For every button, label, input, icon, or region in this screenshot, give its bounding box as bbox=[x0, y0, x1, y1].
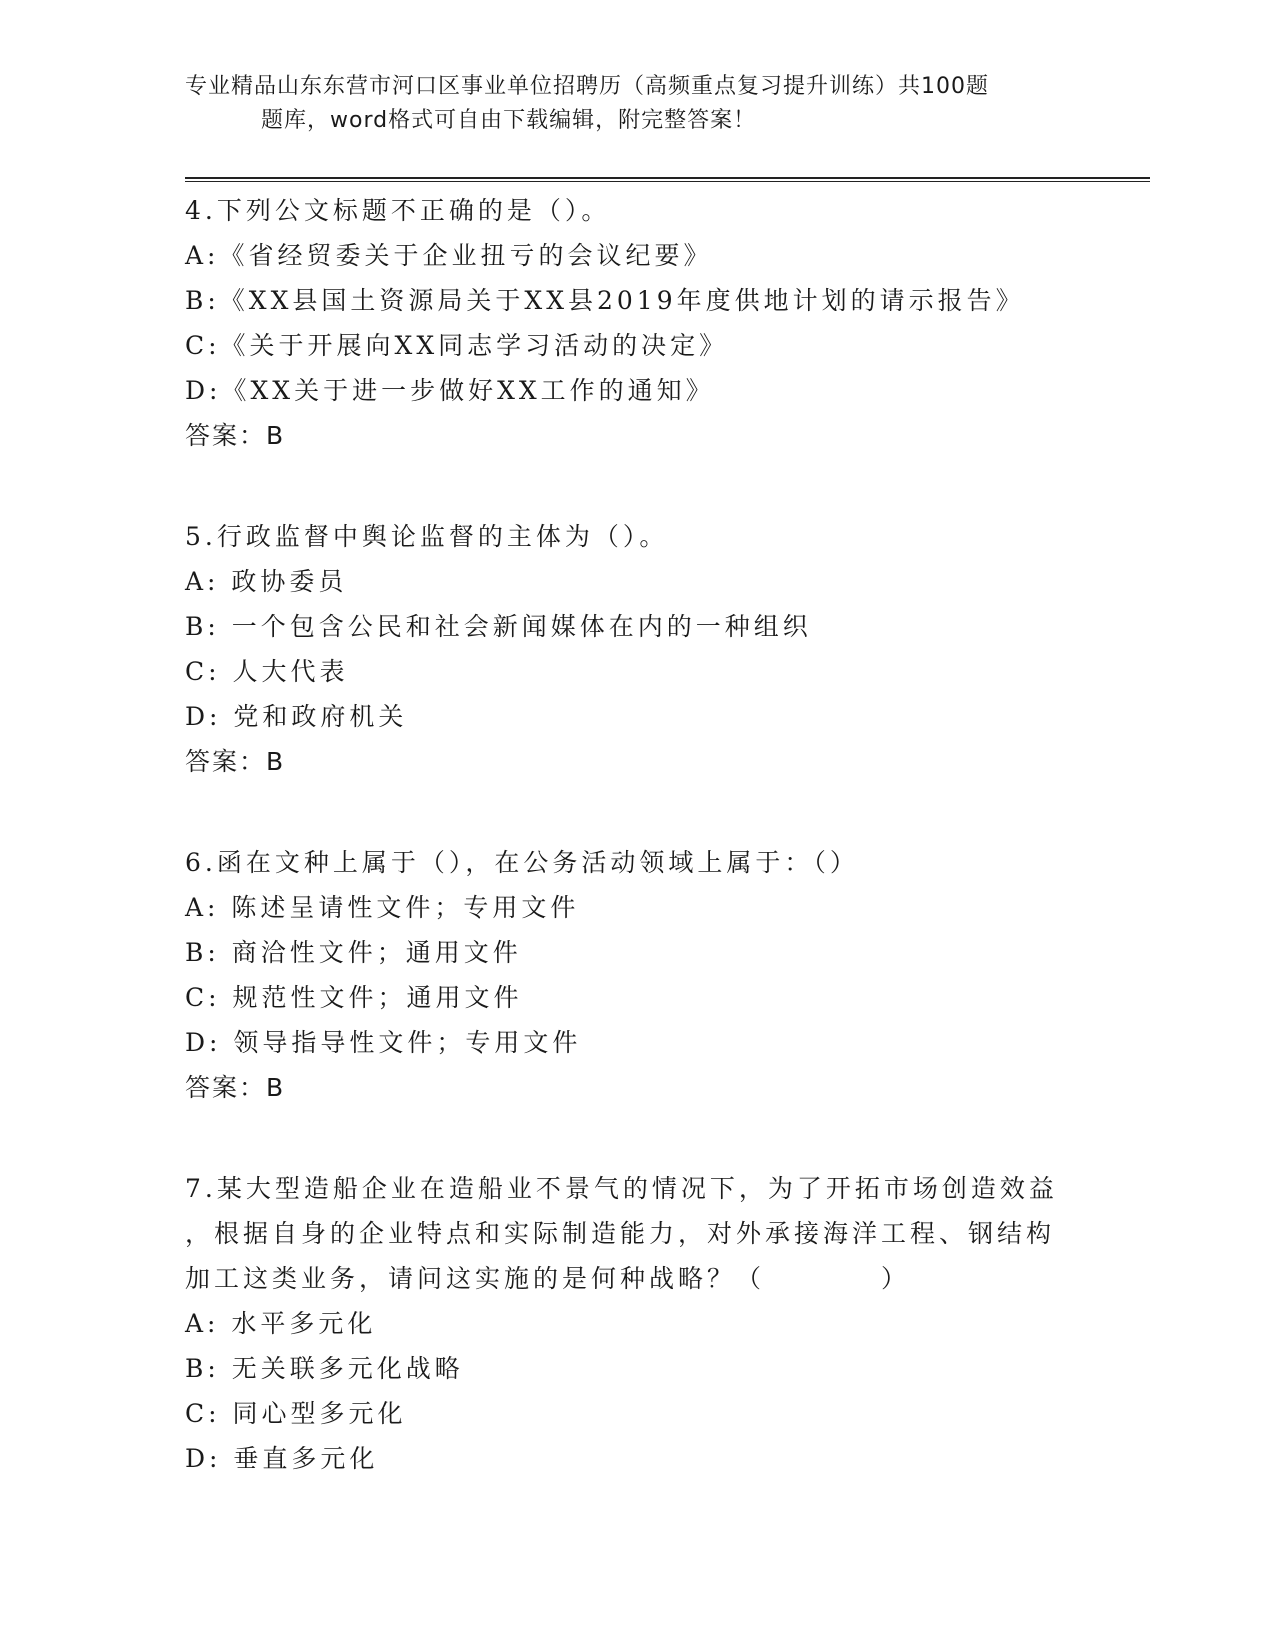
question-stem-line-1: 7.某大型造船企业在造船业不景气的情况下，为了开拓市场创造效益 bbox=[185, 1174, 1058, 1203]
option-c: C: 人大代表 bbox=[185, 657, 349, 686]
option-c: C:《关于开展向XX同志学习活动的决定》 bbox=[185, 331, 729, 360]
question-stem-line-2: ，根据自身的企业特点和实际制造能力，对外承接海洋工程、钢结构 bbox=[185, 1219, 1056, 1248]
question-list bbox=[185, 188, 1065, 1481]
option-d: D: 领导指导性文件；专用文件 bbox=[185, 1028, 582, 1057]
answer: 答案：B bbox=[185, 747, 286, 776]
option-b: B: 商洽性文件；通用文件 bbox=[185, 938, 522, 967]
question-stem: 5.行政监督中舆论监督的主体为（）。 bbox=[185, 522, 669, 551]
header-line-1: 专业精品山东东营市河口区事业单位招聘历（高频重点复习提升训练）共100题 bbox=[185, 74, 989, 99]
header-rule-thick bbox=[185, 177, 1150, 179]
question-7 bbox=[185, 1166, 1065, 1481]
question-spacer bbox=[185, 1110, 1065, 1166]
answer: 答案：B bbox=[185, 421, 286, 450]
header-line-2: 题库，word格式可自由下载编辑，附完整答案！ bbox=[261, 108, 757, 133]
answer: 答案：B bbox=[185, 1073, 286, 1102]
option-c: C: 同心型多元化 bbox=[185, 1399, 407, 1428]
question-spacer bbox=[185, 784, 1065, 840]
header-rule-thin bbox=[185, 181, 1150, 182]
option-d: D:《XX关于进一步做好XX工作的通知》 bbox=[185, 376, 715, 405]
option-a: A: 政协委员 bbox=[185, 567, 348, 596]
option-c: C: 规范性文件；通用文件 bbox=[185, 983, 523, 1012]
option-a: A: 水平多元化 bbox=[185, 1309, 377, 1338]
document-header bbox=[185, 70, 1065, 138]
option-b: B:《XX县国土资源局关于XX县2019年度供地计划的请示报告》 bbox=[185, 286, 1025, 315]
question-stem-line-3: 加工这类业务，请问这实施的是何种战略？（ ） bbox=[185, 1264, 911, 1293]
question-6 bbox=[185, 840, 1065, 1110]
question-stem: 6.函在文种上属于（），在公务活动领域上属于：（） bbox=[185, 848, 859, 877]
option-d: D: 党和政府机关 bbox=[185, 702, 408, 731]
option-d: D: 垂直多元化 bbox=[185, 1444, 379, 1473]
question-4 bbox=[185, 188, 1065, 458]
option-a: A: 陈述呈请性文件；专用文件 bbox=[185, 893, 580, 922]
question-5 bbox=[185, 514, 1065, 784]
option-b: B: 一个包含公民和社会新闻媒体在内的一种组织 bbox=[185, 612, 812, 641]
option-a: A:《省经贸委关于企业扭亏的会议纪要》 bbox=[185, 241, 713, 270]
option-b: B: 无关联多元化战略 bbox=[185, 1354, 464, 1383]
question-stem: 4.下列公文标题不正确的是（）。 bbox=[185, 196, 611, 225]
question-spacer bbox=[185, 458, 1065, 514]
